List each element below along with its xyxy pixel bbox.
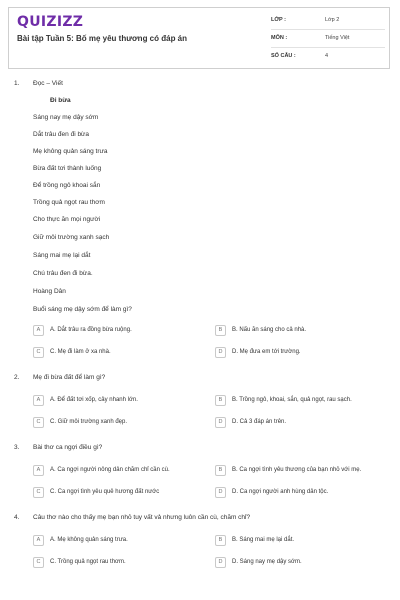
poem-line: Để trồng ngô khoai sắn xyxy=(33,182,101,189)
option-text: D. Cả 3 đáp án trên. xyxy=(232,419,287,425)
option-letter-box: D xyxy=(215,487,226,498)
meta-label-subject: MÔN : xyxy=(271,35,288,41)
quizizz-logo: QUIZIZZ xyxy=(17,14,84,30)
option-letter-box: C xyxy=(33,557,44,568)
option-letter-box: C xyxy=(33,417,44,428)
option-text: C. Ca ngợi tình yêu quê hương đất nước xyxy=(50,489,160,495)
meta-value-subject: Tiếng Việt xyxy=(325,35,350,41)
answer-option-d[interactable] xyxy=(215,485,381,499)
meta-value-class: Lớp 2 xyxy=(325,17,340,23)
meta-row-subject xyxy=(271,33,389,51)
option-text: B. Sáng mai mẹ lại dắt. xyxy=(232,537,295,543)
option-text: C. Trồng quả ngọt rau thơm. xyxy=(50,559,126,565)
answer-option-c[interactable] xyxy=(33,345,199,359)
option-letter-box: B xyxy=(215,465,226,476)
option-letter-box: A xyxy=(33,465,44,476)
option-letter-box: B xyxy=(215,325,226,336)
question-text: Câu thơ nào cho thấy mẹ bạn nhỏ tuy vất vả nhưng luôn cần cù, chăm chỉ? xyxy=(33,514,251,521)
poem-line: Chú trâu đen đi bừa. xyxy=(33,270,93,277)
question-number: 2. xyxy=(14,374,20,381)
answer-option-b[interactable] xyxy=(215,463,381,477)
option-letter-box: D xyxy=(215,557,226,568)
option-text: A. Ca ngợi người nông dân chăm chỉ cần cù. xyxy=(50,467,170,473)
option-text: A. Dắt trâu ra đồng bừa ruộng. xyxy=(50,327,132,333)
answer-option-d[interactable] xyxy=(215,415,381,429)
question-number: 3. xyxy=(14,444,20,451)
option-letter-box: A xyxy=(33,395,44,406)
answer-option-c[interactable] xyxy=(33,555,199,569)
answer-option-a[interactable] xyxy=(33,533,199,547)
option-text: C. Mẹ đi làm ở xa nhà. xyxy=(50,349,111,355)
question-text: Bài thơ ca ngợi điều gì? xyxy=(33,444,103,451)
question-intro: Đọc – Viết xyxy=(33,80,63,87)
option-text: D. Sáng nay mẹ dậy sớm. xyxy=(232,559,302,565)
option-letter-box: A xyxy=(33,325,44,336)
question-text: Buổi sáng mẹ dậy sớm để làm gì? xyxy=(33,306,132,313)
poem-line: Sáng mai mẹ lại dắt xyxy=(33,252,91,259)
option-text: C. Giữ môi trường xanh đẹp. xyxy=(50,419,127,425)
answer-option-c[interactable] xyxy=(33,415,199,429)
poem-line: Mẹ không quản sáng trưa xyxy=(33,148,108,155)
poem-line: Bừa đất tơi thành luống xyxy=(33,165,102,172)
meta-row-question-count xyxy=(271,51,389,69)
worksheet-title: Bài tập Tuần 5: Bố mẹ yêu thương có đáp án xyxy=(17,34,188,43)
option-text: D. Ca ngợi người anh hùng dân tộc. xyxy=(232,489,329,495)
option-letter-box: B xyxy=(215,395,226,406)
option-letter-box: D xyxy=(215,417,226,428)
worksheet-meta xyxy=(271,15,389,69)
question-number: 1. xyxy=(14,80,20,87)
answer-option-a[interactable] xyxy=(33,393,199,407)
option-letter-box: A xyxy=(33,535,44,546)
option-text: D. Mẹ đưa em tới trường. xyxy=(232,349,301,355)
meta-row-class xyxy=(271,15,389,33)
poem-line: Giữ môi trường xanh sạch xyxy=(33,234,110,241)
poem-line: Trồng quả ngọt rau thơm xyxy=(33,199,105,206)
poem-author: Hoàng Dân xyxy=(33,288,66,295)
option-text: B. Ca ngợi tình yêu thương của bạn nhỏ với mẹ. xyxy=(232,467,362,473)
option-text: A. Để đất tơi xốp, cây nhanh lớn. xyxy=(50,397,138,403)
option-text: B. Trồng ngô, khoai, sắn, quả ngọt, rau sạch. xyxy=(232,397,352,403)
poem-title: Đi bừa xyxy=(50,97,71,104)
worksheet-header xyxy=(8,7,390,69)
meta-label-class: LỚP : xyxy=(271,17,286,23)
answer-option-c[interactable] xyxy=(33,485,199,499)
answer-option-b[interactable] xyxy=(215,323,381,337)
meta-value-question-count: 4 xyxy=(325,53,329,59)
question-number: 4. xyxy=(14,514,20,521)
option-letter-box: C xyxy=(33,487,44,498)
option-letter-box: B xyxy=(215,535,226,546)
answer-option-d[interactable] xyxy=(215,555,381,569)
answer-option-b[interactable] xyxy=(215,393,381,407)
option-text: B. Nấu ăn sáng cho cả nhà. xyxy=(232,327,307,333)
poem-line: Cho thực ăn mọi người xyxy=(33,216,101,223)
meta-label-question-count: SỐ CÂU : xyxy=(271,53,296,59)
question-text: Mẹ đi bừa đất để làm gì? xyxy=(33,374,106,381)
option-letter-box: C xyxy=(33,347,44,358)
poem-line: Dắt trâu đen đi bừa xyxy=(33,131,90,138)
poem-line: Sáng nay mẹ dậy sớm xyxy=(33,114,99,121)
option-text: A. Mẹ không quản sáng trưa. xyxy=(50,537,128,543)
option-letter-box: D xyxy=(215,347,226,358)
answer-option-b[interactable] xyxy=(215,533,381,547)
answer-option-a[interactable] xyxy=(33,323,199,337)
answer-option-d[interactable] xyxy=(215,345,381,359)
answer-option-a[interactable] xyxy=(33,463,199,477)
